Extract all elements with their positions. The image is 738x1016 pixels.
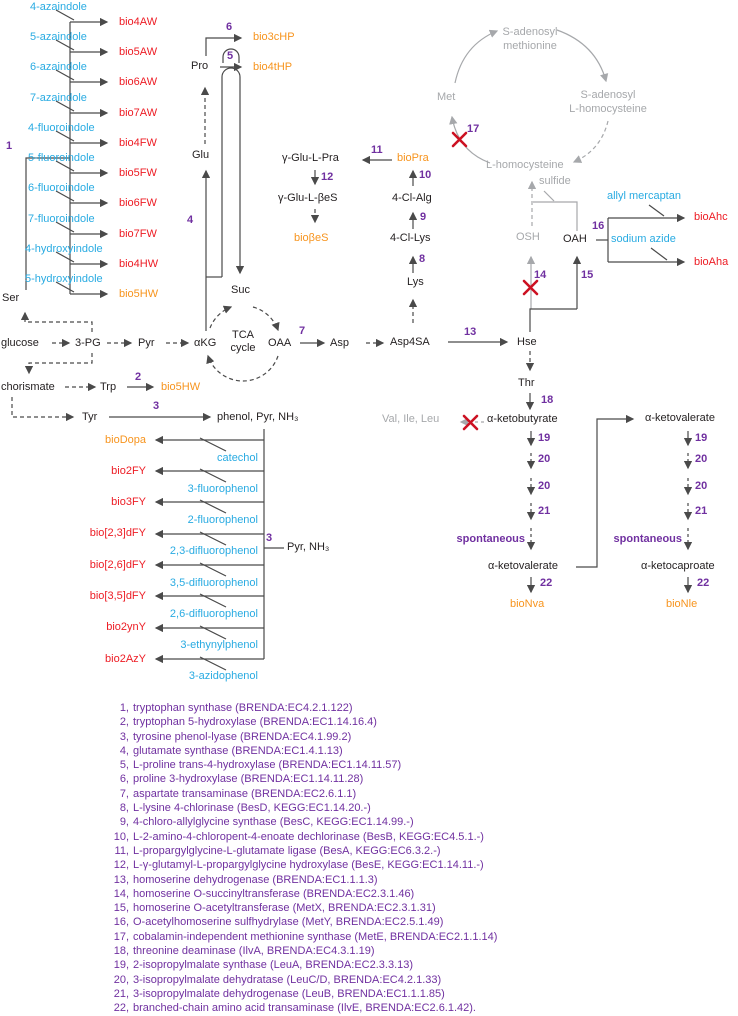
- tca-line2: cycle: [230, 342, 256, 354]
- product-bioNva: bioNva: [510, 598, 545, 610]
- substrate-5-azaindole: 5-azaindole: [30, 31, 87, 43]
- metabolite-SAM-line1: S-adenosyl: [502, 26, 558, 38]
- legend-item-text: branched-chain amino acid transaminase (IlvE, BRENDA:EC2.6.1.42).: [133, 1002, 476, 1015]
- legend-item-number: 14,: [113, 887, 129, 900]
- metabolite-Pyr: Pyr: [138, 337, 155, 349]
- enzyme-9: 9: [420, 211, 427, 223]
- substrate-5-hydroxyindole: 5-hydroxyindole: [25, 273, 103, 285]
- metabolite-3-PG: 3-PG: [75, 337, 101, 349]
- product-bioNle: bioNle: [666, 598, 698, 610]
- substrate-3-azidophenol: 3-azidophenol: [188, 670, 258, 682]
- legend-item-19: [103, 958, 497, 972]
- enzyme-11: 11: [371, 144, 383, 156]
- substrate-35-difluorophenol: 3,5-difluorophenol: [169, 577, 258, 589]
- substrate-sodium-azide: sodium azide: [611, 233, 676, 245]
- metabolite-a-ketobutyrate: α-ketobutyrate: [487, 413, 558, 425]
- metabolite-sulfide: sulfide: [539, 175, 571, 187]
- legend-item-2: [103, 715, 497, 729]
- enzyme-21-right: 21: [695, 505, 708, 517]
- enzyme-15: 15: [581, 269, 594, 281]
- product-bio4AW: bio4AW: [119, 16, 158, 28]
- enzyme-19-left: 19: [538, 432, 551, 444]
- legend-item-number: 7,: [119, 787, 129, 800]
- legend-item-5: [103, 758, 497, 772]
- legend-item-15: [103, 901, 497, 915]
- legend-item-text: L-lysine 4-chlorinase (BesD, KEGG:EC1.14.20.-): [133, 802, 371, 815]
- legend-item-text: tryptophan 5-hydroxylase (BRENDA:EC1.14.16.4): [133, 716, 377, 729]
- product-bio35dFY: bio[3,5]dFY: [89, 590, 146, 602]
- legend-item-number: 20,: [113, 973, 129, 986]
- enzyme-14: 14: [534, 269, 547, 281]
- enzyme-19-right: 19: [695, 432, 708, 444]
- metabolite-OSH: OSH: [516, 231, 540, 243]
- enzyme-10: 10: [419, 169, 432, 181]
- metabolite-glucose: glucose: [1, 337, 39, 349]
- legend-item-text: proline 3-hydroxylase (BRENDA:EC1.14.11.28): [133, 773, 364, 786]
- legend-item-12: [103, 858, 497, 872]
- product-bio5HW-2: bio5HW: [161, 381, 201, 393]
- product-bio2AzY: bio2AzY: [105, 653, 146, 665]
- metabolite-Trp: Trp: [100, 381, 117, 393]
- metabolite-Hse: Hse: [517, 336, 537, 348]
- substrate-3-ethynylphenol: 3-ethynylphenol: [180, 639, 258, 651]
- metabolite-gGluLPra: γ-Glu-L-Pra: [282, 152, 339, 164]
- enzyme-2: 2: [135, 371, 142, 383]
- enzyme-21-left: 21: [538, 505, 551, 517]
- product-bio4HW: bio4HW: [119, 258, 159, 270]
- substrate-7-azaindole: 7-azaindole: [30, 92, 87, 104]
- legend-item-number: 6,: [119, 773, 129, 786]
- legend-item-text: 3-isopropylmalate dehydrogenase (LeuB, BRENDA:EC1.1.1.85): [133, 987, 445, 1000]
- enzyme-4: 4: [187, 214, 194, 226]
- legend-item-4: [103, 744, 497, 758]
- enzyme-22-left: 22: [540, 577, 553, 589]
- enzyme-1: 1: [6, 140, 13, 152]
- enzyme-18: 18: [541, 394, 554, 406]
- legend-item-text: aspartate transaminase (BRENDA:EC2.6.1.1): [133, 787, 357, 800]
- enzyme-20a-right: 20: [695, 453, 708, 465]
- legend-item-text: homoserine dehydrogenase (BRENDA:EC1.1.1.3): [133, 873, 378, 886]
- product-bio6FW: bio6FW: [119, 197, 157, 209]
- metabolite-Lys: Lys: [407, 276, 424, 288]
- enzyme-20b-right: 20: [695, 480, 708, 492]
- metabolite-a-ketovalerate-right: α-ketovalerate: [645, 412, 715, 424]
- product-bio5HW: bio5HW: [119, 288, 159, 300]
- metabolite-OAH: OAH: [563, 233, 587, 245]
- legend-item-number: 3,: [119, 730, 129, 743]
- legend-item-number: 22,: [113, 1002, 129, 1015]
- metabolite-phenol-pyr-nh3: phenol, Pyr, NH₃: [217, 411, 299, 423]
- product-bio6AW: bio6AW: [119, 76, 158, 88]
- legend-item-number: 10,: [113, 830, 129, 843]
- substrate-4-fluoroindole: 4-fluoroindole: [28, 122, 95, 134]
- substrate-4-hydroxyindole: 4-hydroxyindole: [25, 243, 103, 255]
- legend-item-number: 2,: [119, 716, 129, 729]
- metabolite-Asp4SA: Asp4SA: [390, 336, 430, 348]
- legend-item-21: [103, 987, 497, 1001]
- substrate-26-difluorophenol: 2,6-difluorophenol: [169, 608, 258, 620]
- metabolite-Asp: Asp: [330, 337, 349, 349]
- substrate-23-difluorophenol: 2,3-difluorophenol: [169, 545, 258, 557]
- enzyme-20b-left: 20: [538, 480, 551, 492]
- product-bio3cHP: bio3cHP: [253, 31, 295, 43]
- legend-item-text: L-proline trans-4-hydroxylase (BRENDA:EC1.14.11.57): [133, 759, 402, 772]
- legend-item-number: 15,: [113, 902, 129, 915]
- product-bio26dFY: bio[2,6]dFY: [89, 559, 146, 571]
- metabolite-Suc: Suc: [231, 284, 250, 296]
- product-bioAhc: bioAhc: [694, 211, 728, 223]
- metabolite-Ser: Ser: [2, 292, 20, 304]
- substrate-4-azaindole: 4-azaindole: [30, 1, 87, 13]
- legend-item-9: [103, 815, 497, 829]
- metabolite-4-Cl-Alg: 4-Cl-Alg: [392, 192, 432, 204]
- legend-item-text: L-2-amino-4-chloropent-4-enoate dechlorinase (BesB, KEGG:EC4.5.1.-): [133, 830, 484, 843]
- metabolite-Pro: Pro: [191, 60, 209, 72]
- metabolite-SAM-line2: methionine: [503, 40, 557, 52]
- substrate-3-fluorophenol: 3-fluorophenol: [187, 483, 258, 495]
- substrate-7-fluoroindole: 7-fluoroindole: [28, 213, 95, 225]
- product-bio3FY: bio3FY: [111, 496, 146, 508]
- legend-item-text: glutamate synthase (BRENDA:EC1.4.1.13): [133, 744, 343, 757]
- substrate-6-fluoroindole: 6-fluoroindole: [28, 182, 95, 194]
- enzyme-22-right: 22: [697, 577, 710, 589]
- legend-item-text: 2-isopropylmalate synthase (LeuA, BRENDA:EC2.3.3.13): [133, 959, 414, 972]
- legend-item-number: 17,: [113, 930, 129, 943]
- product-bio5FW: bio5FW: [119, 167, 157, 179]
- metabolite-val-ile-leu: Val, Ile, Leu: [382, 413, 440, 425]
- enzyme-3b: 3: [266, 532, 273, 544]
- substrate-5-fluoroindole: 5-fluoroindole: [28, 152, 95, 164]
- legend-item-text: 4-chloro-allylglycine synthase (BesC, KEGG:EC1.14.99.-): [133, 816, 414, 829]
- product-biobeS: bioβeS: [294, 232, 329, 244]
- enzyme-17: 17: [467, 123, 480, 135]
- cosubstrate-pyr-nh3: Pyr, NH₃: [287, 541, 330, 553]
- metabolite-Thr: Thr: [518, 377, 535, 389]
- product-bio7AW: bio7AW: [119, 107, 158, 119]
- substrate-6-azaindole: 6-azaindole: [30, 61, 87, 73]
- label-spontaneous-right: spontaneous: [613, 533, 682, 545]
- enzyme-legend: [103, 701, 497, 1016]
- legend-item-22: [103, 1001, 497, 1015]
- metabolite-OAA: OAA: [268, 337, 292, 349]
- legend-item-3: [103, 730, 497, 744]
- legend-item-11: [103, 844, 497, 858]
- enzyme-6: 6: [226, 21, 233, 33]
- legend-item-text: tryptophan synthase (BRENDA:EC4.2.1.122): [133, 702, 353, 714]
- legend-item-number: 21,: [113, 987, 129, 1000]
- enzyme-12: 12: [321, 171, 334, 183]
- legend-item-20: [103, 973, 497, 987]
- product-bioPra: bioPra: [397, 152, 429, 164]
- metabolite-chorismate: chorismate: [1, 381, 55, 393]
- legend-item-text: homoserine O-acetyltransferase (MetX, BRENDA:EC2.3.1.31): [133, 902, 436, 915]
- label-spontaneous-left: spontaneous: [456, 533, 525, 545]
- legend-item-number: 9,: [119, 816, 129, 829]
- product-bio2ynY: bio2ynY: [106, 621, 146, 633]
- metabolite-Tyr: Tyr: [82, 411, 98, 423]
- metabolite-gGluLbeS: γ-Glu-L-βeS: [278, 192, 338, 204]
- enzyme-13: 13: [464, 326, 477, 338]
- legend-item-number: 4,: [119, 744, 129, 757]
- legend-item-text: tyrosine phenol-lyase (BRENDA:EC4.1.99.2): [133, 730, 352, 743]
- legend-item-7: [103, 787, 497, 801]
- legend-item-number: 18,: [113, 945, 129, 958]
- enzyme-5: 5: [227, 50, 234, 62]
- enzyme-3: 3: [153, 400, 160, 412]
- legend-item-13: [103, 873, 497, 887]
- metabolite-SAH-line2: L-homocysteine: [569, 103, 647, 115]
- legend-item-18: [103, 944, 497, 958]
- legend-item-text: L-propargylglycine-L-glutamate ligase (BesA, KEGG:EC6.3.2.-): [133, 844, 441, 857]
- metabolite-Met: Met: [437, 91, 456, 103]
- legend-item-17: [103, 930, 497, 944]
- metabolite-L-homocysteine: L-homocysteine: [486, 159, 564, 171]
- product-bio23dFY: bio[2,3]dFY: [89, 527, 146, 539]
- metabolite-SAH-line1: S-adenosyl: [580, 89, 636, 101]
- legend-item-text: homoserine O-succinyltransferase (BRENDA:EC2.3.1.46): [133, 887, 415, 900]
- product-bio7FW: bio7FW: [119, 228, 157, 240]
- substrate-allyl-mercaptan: allyl mercaptan: [607, 190, 681, 202]
- legend-item-text: threonine deaminase (IlvA, BRENDA:EC4.3.1.19): [133, 945, 375, 958]
- legend-item-number: 16,: [113, 916, 129, 929]
- legend-item-number: 8,: [119, 802, 129, 815]
- product-bio4tHP: bio4tHP: [253, 61, 293, 73]
- legend-item-number: 13,: [113, 873, 129, 886]
- substrate-2-fluorophenol: 2-fluorophenol: [187, 514, 258, 526]
- legend-item-8: [103, 801, 497, 815]
- legend-item-16: [103, 915, 497, 929]
- product-bioDopa: bioDopa: [105, 434, 146, 446]
- legend-item-number: 11,: [114, 844, 129, 857]
- product-bio4FW: bio4FW: [119, 137, 157, 149]
- legend-item-text: cobalamin-independent methionine synthase (MetE, BRENDA:EC2.1.1.14): [133, 930, 498, 943]
- metabolite-Glu: Glu: [192, 149, 210, 161]
- enzyme-20a-left: 20: [538, 453, 551, 465]
- legend-item-number: 1,: [119, 702, 129, 714]
- legend-item-10: [103, 830, 497, 844]
- legend-item-14: [103, 887, 497, 901]
- product-bioAha: bioAha: [694, 256, 729, 268]
- legend-item-6: [103, 772, 497, 786]
- enzyme-7: 7: [299, 325, 306, 337]
- product-bio2FY: bio2FY: [111, 465, 146, 477]
- legend-item-number: 12,: [113, 859, 129, 872]
- metabolite-4-Cl-Lys: 4-Cl-Lys: [390, 232, 431, 244]
- metabolite-aKG: αKG: [194, 337, 217, 349]
- enzyme-16: 16: [592, 220, 605, 232]
- metabolite-a-ketocaproate: α-ketocaproate: [641, 560, 715, 572]
- product-bio5AW: bio5AW: [119, 46, 158, 58]
- ketoacid-chain-lines: [461, 351, 688, 592]
- legend-item-1: [103, 701, 497, 715]
- legend-item-text: L-γ-glutamyl-L-propargylglycine hydroxylase (BesE, KEGG:EC1.14.11.-): [133, 859, 484, 872]
- legend-item-number: 5,: [119, 759, 129, 772]
- tca-line1: TCA: [232, 329, 254, 341]
- legend-item-text: O-acetylhomoserine sulfhydrylase (MetY, BRENDA:EC2.5.1.49): [133, 916, 444, 929]
- enzyme-8: 8: [419, 253, 426, 265]
- metabolite-a-ketovalerate-left: α-ketovalerate: [488, 560, 558, 572]
- legend-item-number: 19,: [113, 959, 129, 972]
- homoserine-branch-lines: [530, 205, 684, 332]
- legend-item-text: 3-isopropylmalate dehydratase (LeuC/D, BRENDA:EC4.2.1.33): [133, 973, 442, 986]
- substrate-catechol: catechol: [217, 452, 258, 464]
